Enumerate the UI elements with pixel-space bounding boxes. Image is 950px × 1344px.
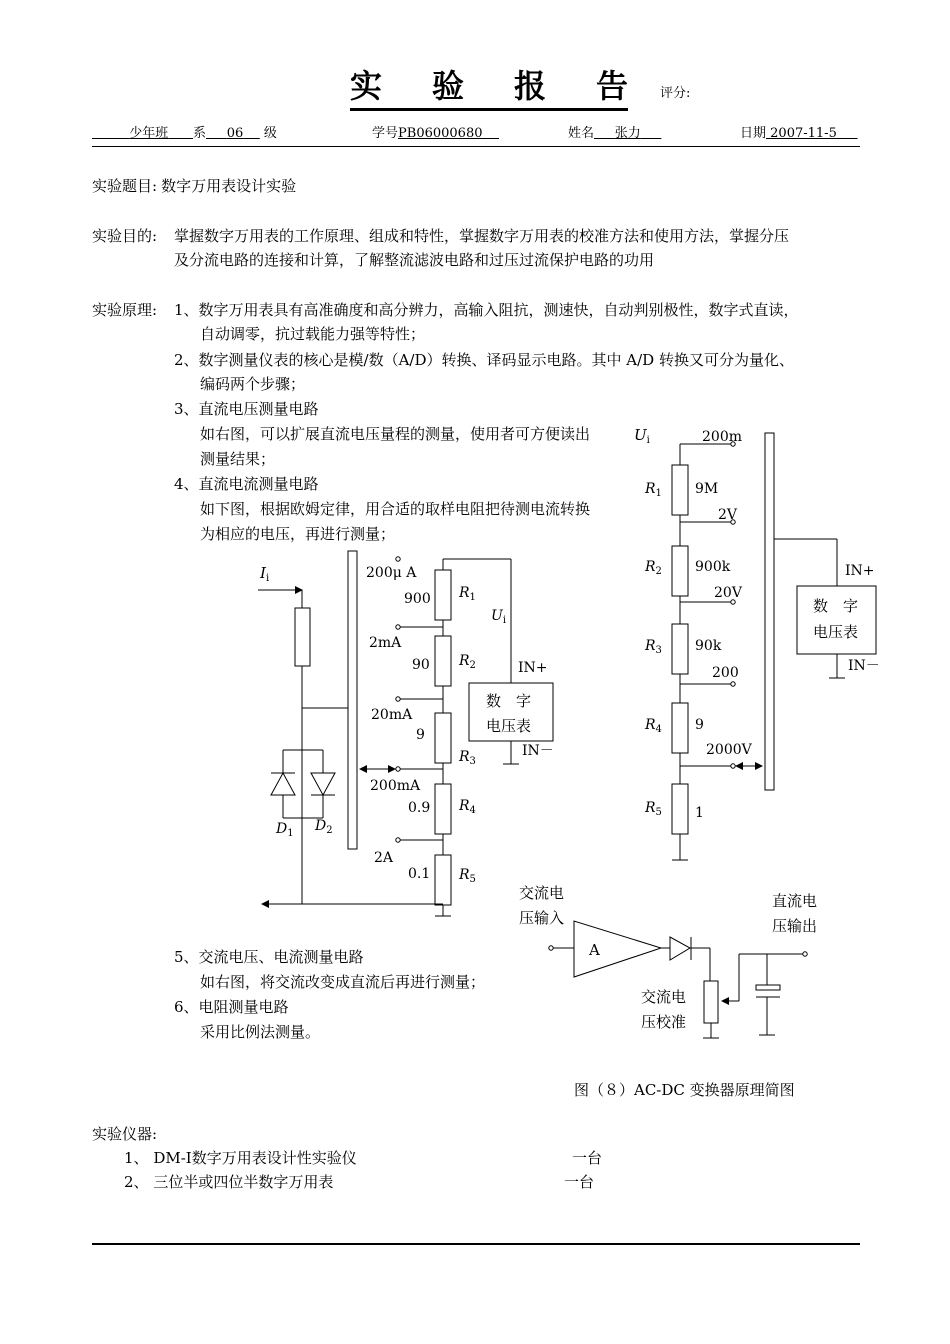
resistor-label: $R_1$ <box>459 585 476 603</box>
principle-line: 如右图，将交流改变成直流后再进行测量； <box>200 973 486 991</box>
instrument-item: 1、 DM-Ⅰ数字万用表设计性实验仪 <box>124 1149 357 1167</box>
rectifier-diode <box>670 937 690 960</box>
principle-heading: 3、直流电压测量电路 <box>174 400 319 418</box>
shunt-value: 0.1 <box>408 866 431 882</box>
resistor-label: $R_5$ <box>459 867 476 885</box>
resistor-label: $R_2$ <box>459 653 476 671</box>
in-plus-label: IN+ <box>518 660 548 676</box>
title-char: 验 <box>432 67 465 105</box>
resistor-value: 9M <box>695 481 719 497</box>
instrument-qty: 一台 <box>564 1173 595 1191</box>
purpose-line: 及分流电路的连接和计算，了解整流滤波电路和过压过流保护电路的功用 <box>174 251 655 269</box>
score-label: 评分: <box>660 86 691 101</box>
range-switch-bar <box>348 551 357 849</box>
range-switch-bar <box>765 433 774 790</box>
input-label: 压输入 <box>519 909 565 927</box>
resistor-r2 <box>672 546 688 596</box>
resistor-label: $R_4$ <box>459 798 476 816</box>
title-char: 告 <box>596 67 629 105</box>
ui-label: $U_i$ <box>634 426 650 446</box>
resistor-r5 <box>672 784 688 834</box>
calibration-potentiometer <box>704 981 718 1023</box>
diode-label: $D_1$ <box>276 821 294 839</box>
diode-d2 <box>311 773 335 795</box>
title-char: 实 <box>350 67 383 105</box>
resistor-value: 9 <box>695 717 704 733</box>
in-plus-label: IN+ <box>845 563 875 579</box>
purpose-line: 掌握数字万用表的工作原理、组成和特性，掌握数字万用表的校准方法和使用方法，掌握分压 <box>174 227 790 245</box>
resistor-value: 1 <box>695 805 704 821</box>
meter-label: 数 字 <box>813 597 859 615</box>
student-id-field: 学号PB06000680 <box>372 126 483 141</box>
resistor-r1 <box>672 465 688 515</box>
principle-heading: 6、电阻测量电路 <box>174 998 289 1016</box>
tap-label: 200 <box>712 665 739 681</box>
principle-line: 2、数字测量仪表的核心是模/数（A/D）转换、译码显示电路。其中 A/D 转换又可分为量化、 <box>174 351 794 369</box>
tap-label: 2V <box>718 507 738 523</box>
instruments-label: 实验仪器: <box>92 1125 158 1143</box>
diode-label: $D_2$ <box>315 818 333 836</box>
class-field: 少年班 系 06 级 <box>129 126 277 141</box>
principle-heading: 5、交流电压、电流测量电路 <box>174 948 364 966</box>
principle-line: 测量结果； <box>200 450 276 468</box>
input-label: 交流电 <box>519 884 565 902</box>
instrument-qty: 一台 <box>572 1149 603 1167</box>
principle-line: 为相应的电压，再进行测量； <box>200 525 396 543</box>
date-field: 日期 2007-11-5 <box>740 126 837 141</box>
principle-line: 采用比例法测量。 <box>200 1023 321 1041</box>
meter-label: 电压表 <box>813 623 859 641</box>
resistor-label: $R_2$ <box>645 559 662 577</box>
range-label: 2A <box>374 850 394 866</box>
range-label: 200μ A <box>366 565 417 581</box>
resistor-label: $R_1$ <box>645 481 662 499</box>
output-label: 直流电 <box>772 892 818 910</box>
in-minus-label: IN－ <box>848 658 880 674</box>
amp-label: A <box>589 941 600 959</box>
purpose-label: 实验目的: <box>92 227 158 245</box>
range-label: 200mA <box>370 778 421 794</box>
principle-line: 自动调零，抗过载能力强等特性； <box>200 325 426 343</box>
calibration-label: 压校准 <box>641 1013 687 1031</box>
resistor-value: 90k <box>695 638 722 654</box>
ui-label: $U_i$ <box>491 608 507 626</box>
name-field: 姓名 张力 <box>568 126 641 141</box>
resistor-r4 <box>672 703 688 753</box>
resistor-label: $R_4$ <box>645 717 662 735</box>
shunt-value: 0.9 <box>408 800 431 816</box>
ii-label: $I_i$ <box>260 564 270 584</box>
principle-heading: 4、直流电流测量电路 <box>174 475 319 493</box>
range-label: 2mA <box>369 635 402 651</box>
tap-label: 2000V <box>706 742 752 758</box>
subject-line: 实验题目: 数字万用表设计实验 <box>92 177 297 195</box>
tap-label: 20V <box>714 585 742 601</box>
resistor-value: 900k <box>695 559 731 575</box>
resistor-r3 <box>672 624 688 674</box>
calibration-label: 交流电 <box>641 988 687 1006</box>
shunt-value: 90 <box>412 657 430 673</box>
meter-label: 电压表 <box>486 717 532 735</box>
principle-line: 如下图，根据欧姆定律，用合适的取样电阻把待测电流转换 <box>200 500 591 518</box>
diode-d1 <box>271 773 295 795</box>
amplifier <box>574 921 661 977</box>
resistor-label: $R_3$ <box>645 638 662 656</box>
fuse <box>295 608 310 666</box>
shunt-value: 900 <box>404 591 431 607</box>
tap-label: 200m <box>702 429 742 445</box>
acdc-caption: 图（８）AC-DC 变换器原理简图 <box>574 1081 795 1099</box>
filter-capacitor <box>756 985 780 990</box>
resistor-label: $R_3$ <box>459 749 476 767</box>
principle-line: 如右图，可以扩展直流电压量程的测量，使用者可方便读出 <box>200 425 591 443</box>
principle-line: 编码两个步骤； <box>200 375 306 393</box>
title-char: 报 <box>514 67 547 105</box>
in-minus-label: IN－ <box>522 743 554 759</box>
instrument-item: 2、 三位半或四位半数字万用表 <box>124 1173 334 1191</box>
principle-label: 实验原理: <box>92 301 158 319</box>
output-label: 压输出 <box>772 917 818 935</box>
range-label: 20mA <box>371 707 413 723</box>
resistor-label: $R_5$ <box>645 800 662 818</box>
meter-label: 数 字 <box>486 692 532 710</box>
principle-line: 1、数字万用表具有高准确度和高分辨力，高输入阻抗，测速快，自动判别极性，数字式直读， <box>174 301 799 319</box>
shunt-value: 9 <box>416 727 425 743</box>
